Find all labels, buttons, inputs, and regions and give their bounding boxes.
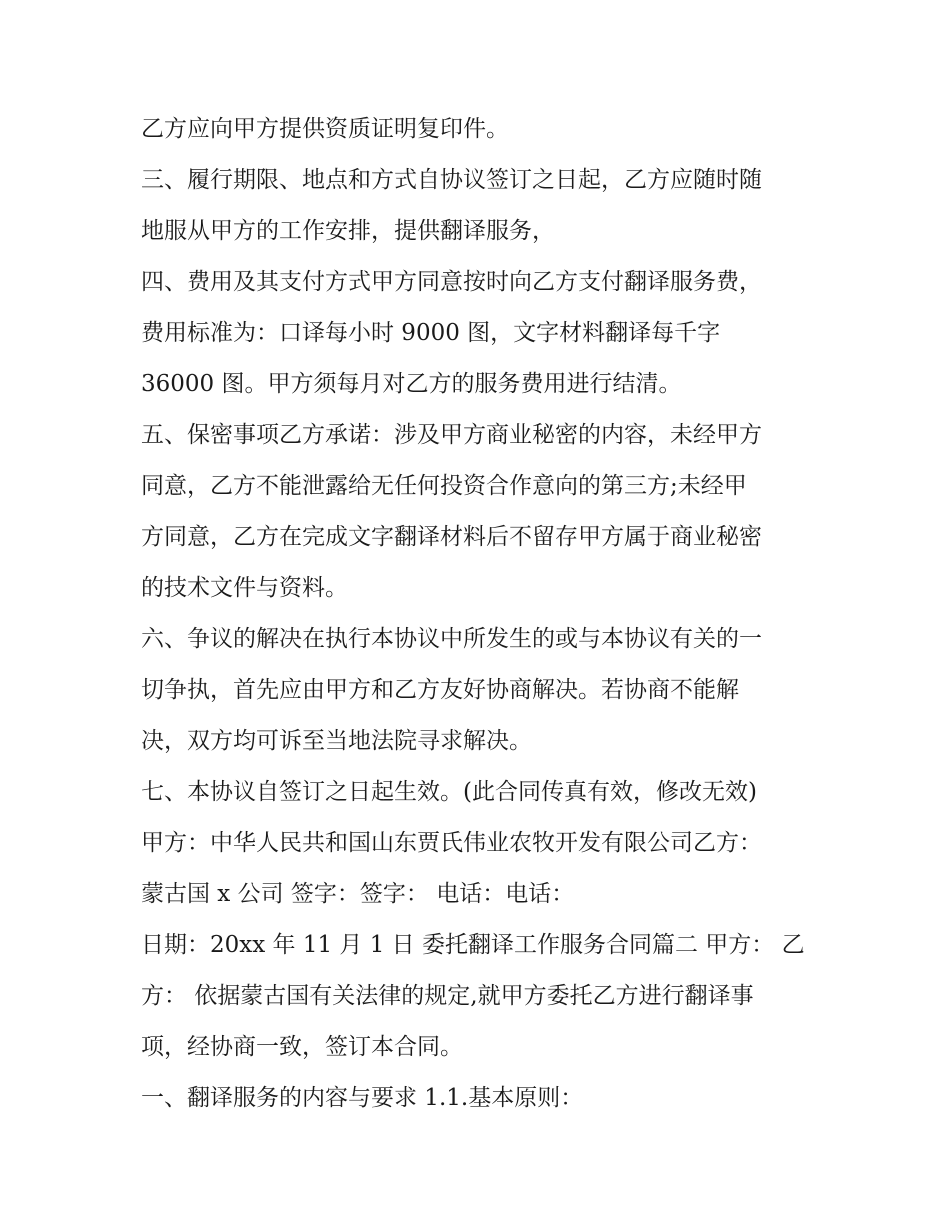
text-line: 方： 依据蒙古国有关法律的规定,就甲方委托乙方进行翻译事 <box>141 983 754 1009</box>
text-line: 决，双方均可诉至当地法院寻求解决。 <box>141 728 532 754</box>
text-line: 五、保密事项乙方承诺：涉及甲方商业秘密的内容，未经甲方 <box>141 422 762 448</box>
text-line: 日期：20xx 年 11 月 1 日 委托翻译工作服务合同篇二 甲方： 乙 <box>141 932 805 958</box>
text-line: 的技术文件与资料。 <box>141 575 348 601</box>
text-line: 切争执，首先应由甲方和乙方友好协商解决。若协商不能解 <box>141 677 739 703</box>
text-line: 地服从甲方的工作安排，提供翻译服务， <box>141 218 555 244</box>
text-line: 甲方：中华人民共和国山东贾氏伟业农牧开发有限公司乙方： <box>141 830 762 856</box>
text-line: 六、争议的解决在执行本协议中所发生的或与本协议有关的一 <box>141 626 762 652</box>
text-line: 三、履行期限、地点和方式自协议签订之日起，乙方应随时随 <box>141 167 762 193</box>
text-line: 同意，乙方不能泄露给无任何投资合作意向的第三方;未经甲 <box>141 473 747 499</box>
text-line: 七、本协议自签订之日起生效。(此合同传真有效，修改无效) <box>141 779 757 805</box>
text-line: 项，经协商一致，签订本合同。 <box>141 1034 463 1060</box>
text-line: 蒙古国 x 公司 签字：签字： 电话：电话： <box>141 881 575 907</box>
text-line: 费用标准为：口译每小时 9000 图，文字材料翻译每千字 <box>141 320 721 346</box>
text-line: 四、费用及其支付方式甲方同意按时向乙方支付翻译服务费， <box>141 269 762 295</box>
text-line: 一、翻译服务的内容与要求 1.1.基本原则： <box>141 1085 584 1111</box>
text-line: 乙方应向甲方提供资质证明复印件。 <box>141 116 509 142</box>
text-line: 方同意，乙方在完成文字翻译材料后不留存甲方属于商业秘密 <box>141 524 762 550</box>
text-line: 36000 图。甲方须每月对乙方的服务费用进行结清。 <box>141 371 682 397</box>
